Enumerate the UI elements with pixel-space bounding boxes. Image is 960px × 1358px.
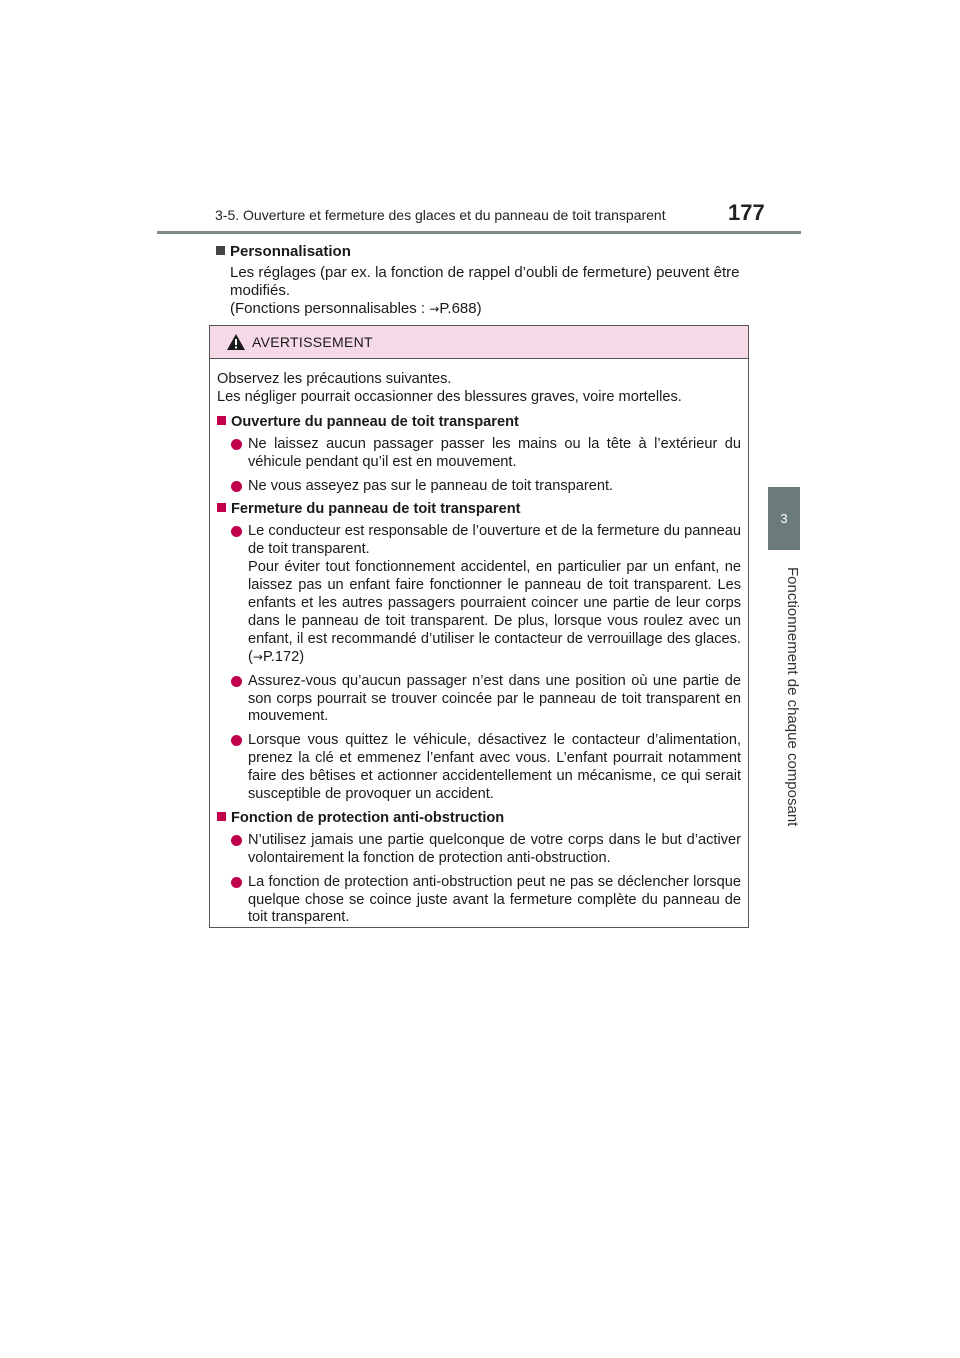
list-item-text: La fonction de protection anti-obstruction peut ne pas se déclencher lorsque quelque chose se coince juste avant la fermeture complète du panneau de toit transparent. bbox=[248, 873, 741, 926]
round-bullet-icon bbox=[231, 439, 242, 450]
round-bullet-icon bbox=[231, 735, 242, 746]
page-reference: P.688) bbox=[439, 300, 482, 317]
list-item-text: Ne vous asseyez pas sur le panneau de toit transparent. bbox=[248, 477, 614, 494]
personnalisation-heading bbox=[216, 243, 746, 261]
section-title-text: Fermeture du panneau de toit transparent bbox=[231, 501, 521, 518]
round-bullet-icon bbox=[231, 676, 242, 687]
list-item-text: Ne laissez aucun passager passer les mains ou la tête à l’extérieur du véhicule pendant qu’il est en mouvement. bbox=[248, 435, 741, 470]
list-item bbox=[231, 436, 741, 472]
section-title bbox=[217, 414, 741, 432]
round-bullet-icon bbox=[231, 835, 242, 846]
warning-label: AVERTISSEMENT bbox=[252, 334, 373, 350]
warning-body bbox=[210, 359, 748, 927]
round-bullet-icon bbox=[231, 481, 242, 492]
reference-prefix: (Fonctions personnalisables : bbox=[230, 300, 430, 317]
square-bullet-icon bbox=[216, 246, 225, 255]
extra-text: Pour éviter tout fonctionnement accidentel, en particulier par un enfant, ne laissez pas un enfant faire fonctionner le panneau de toit transparent. Les enfants et les autres passagers pourraient coincer une partie de leur corps dans le panneau de toit transparent. De plus, lorsque vous roulez avec un enfant, il est recommandé d’utiliser le contacteur de verrouillage des glaces. ( bbox=[248, 559, 741, 665]
personnalisation-body bbox=[230, 264, 746, 318]
list-item-text bbox=[248, 523, 741, 666]
list-item bbox=[231, 478, 741, 496]
arrow-right-icon: → bbox=[252, 649, 263, 664]
square-bullet-icon bbox=[217, 812, 226, 821]
warning-intro-line: Les négliger pourrait occasionner des blessures graves, voire mortelles. bbox=[217, 388, 682, 405]
warning-triangle-icon bbox=[226, 333, 246, 351]
list-item bbox=[231, 732, 741, 804]
list-item-text-line: Le conducteur est responsable de l’ouverture et de la fermeture du panneau de toit transparent. bbox=[248, 523, 741, 558]
warning-header bbox=[210, 326, 748, 359]
list-item bbox=[231, 673, 741, 727]
list-item-text: N’utilisez jamais une partie quelconque de votre corps dans le but d’activer volontairement la fonction de protection anti-obstruction. bbox=[248, 831, 741, 866]
personnalisation-section bbox=[216, 243, 746, 318]
header-divider bbox=[157, 231, 801, 234]
arrow-right-icon: → bbox=[429, 302, 440, 316]
square-bullet-icon bbox=[217, 416, 226, 425]
section-title bbox=[217, 810, 741, 828]
warning-intro-line: Observez les précautions suivantes. bbox=[217, 371, 452, 387]
list-item-extra bbox=[248, 559, 741, 666]
section-title bbox=[217, 501, 741, 519]
warning-intro bbox=[217, 371, 741, 407]
page-number: 177 bbox=[728, 200, 765, 225]
section-title-text: Fonction de protection anti-obstruction bbox=[231, 809, 505, 826]
warning-box bbox=[209, 325, 749, 928]
page-header-title: 3-5. Ouverture et fermeture des glaces et du panneau de toit transparent bbox=[215, 207, 666, 223]
list-item-text: Lorsque vous quittez le véhicule, désactivez le contacteur d’alimentation, prenez la clé et emmenez l’enfant avec vous. L’enfant pourrait notamment faire des bêtises et actionner accidentellement un mécanisme, ce qui serait susceptible de provoquer un accident. bbox=[248, 732, 741, 803]
chapter-tab: 3 bbox=[768, 487, 800, 550]
chapter-label: Fonctionnement de chaque composant bbox=[784, 567, 801, 827]
round-bullet-icon bbox=[231, 877, 242, 888]
heading-text: Personnalisation bbox=[230, 243, 351, 260]
list-item-text: Assurez-vous qu’aucun passager n’est dans une position où une partie de son corps pourrait se trouver coincée par le panneau de toit transparent en mouvement. bbox=[248, 672, 741, 725]
list-item bbox=[231, 874, 741, 928]
page-reference: P.172) bbox=[262, 648, 305, 665]
personnalisation-text: Les réglages (par ex. la fonction de rappel d’oubli de fermeture) peuvent être modifiés. bbox=[230, 264, 740, 299]
personnalisation-reference bbox=[230, 300, 746, 318]
round-bullet-icon bbox=[231, 526, 242, 537]
list-item bbox=[231, 523, 741, 666]
list-item bbox=[231, 832, 741, 868]
square-bullet-icon bbox=[217, 503, 226, 512]
section-title-text: Ouverture du panneau de toit transparent bbox=[231, 413, 519, 430]
